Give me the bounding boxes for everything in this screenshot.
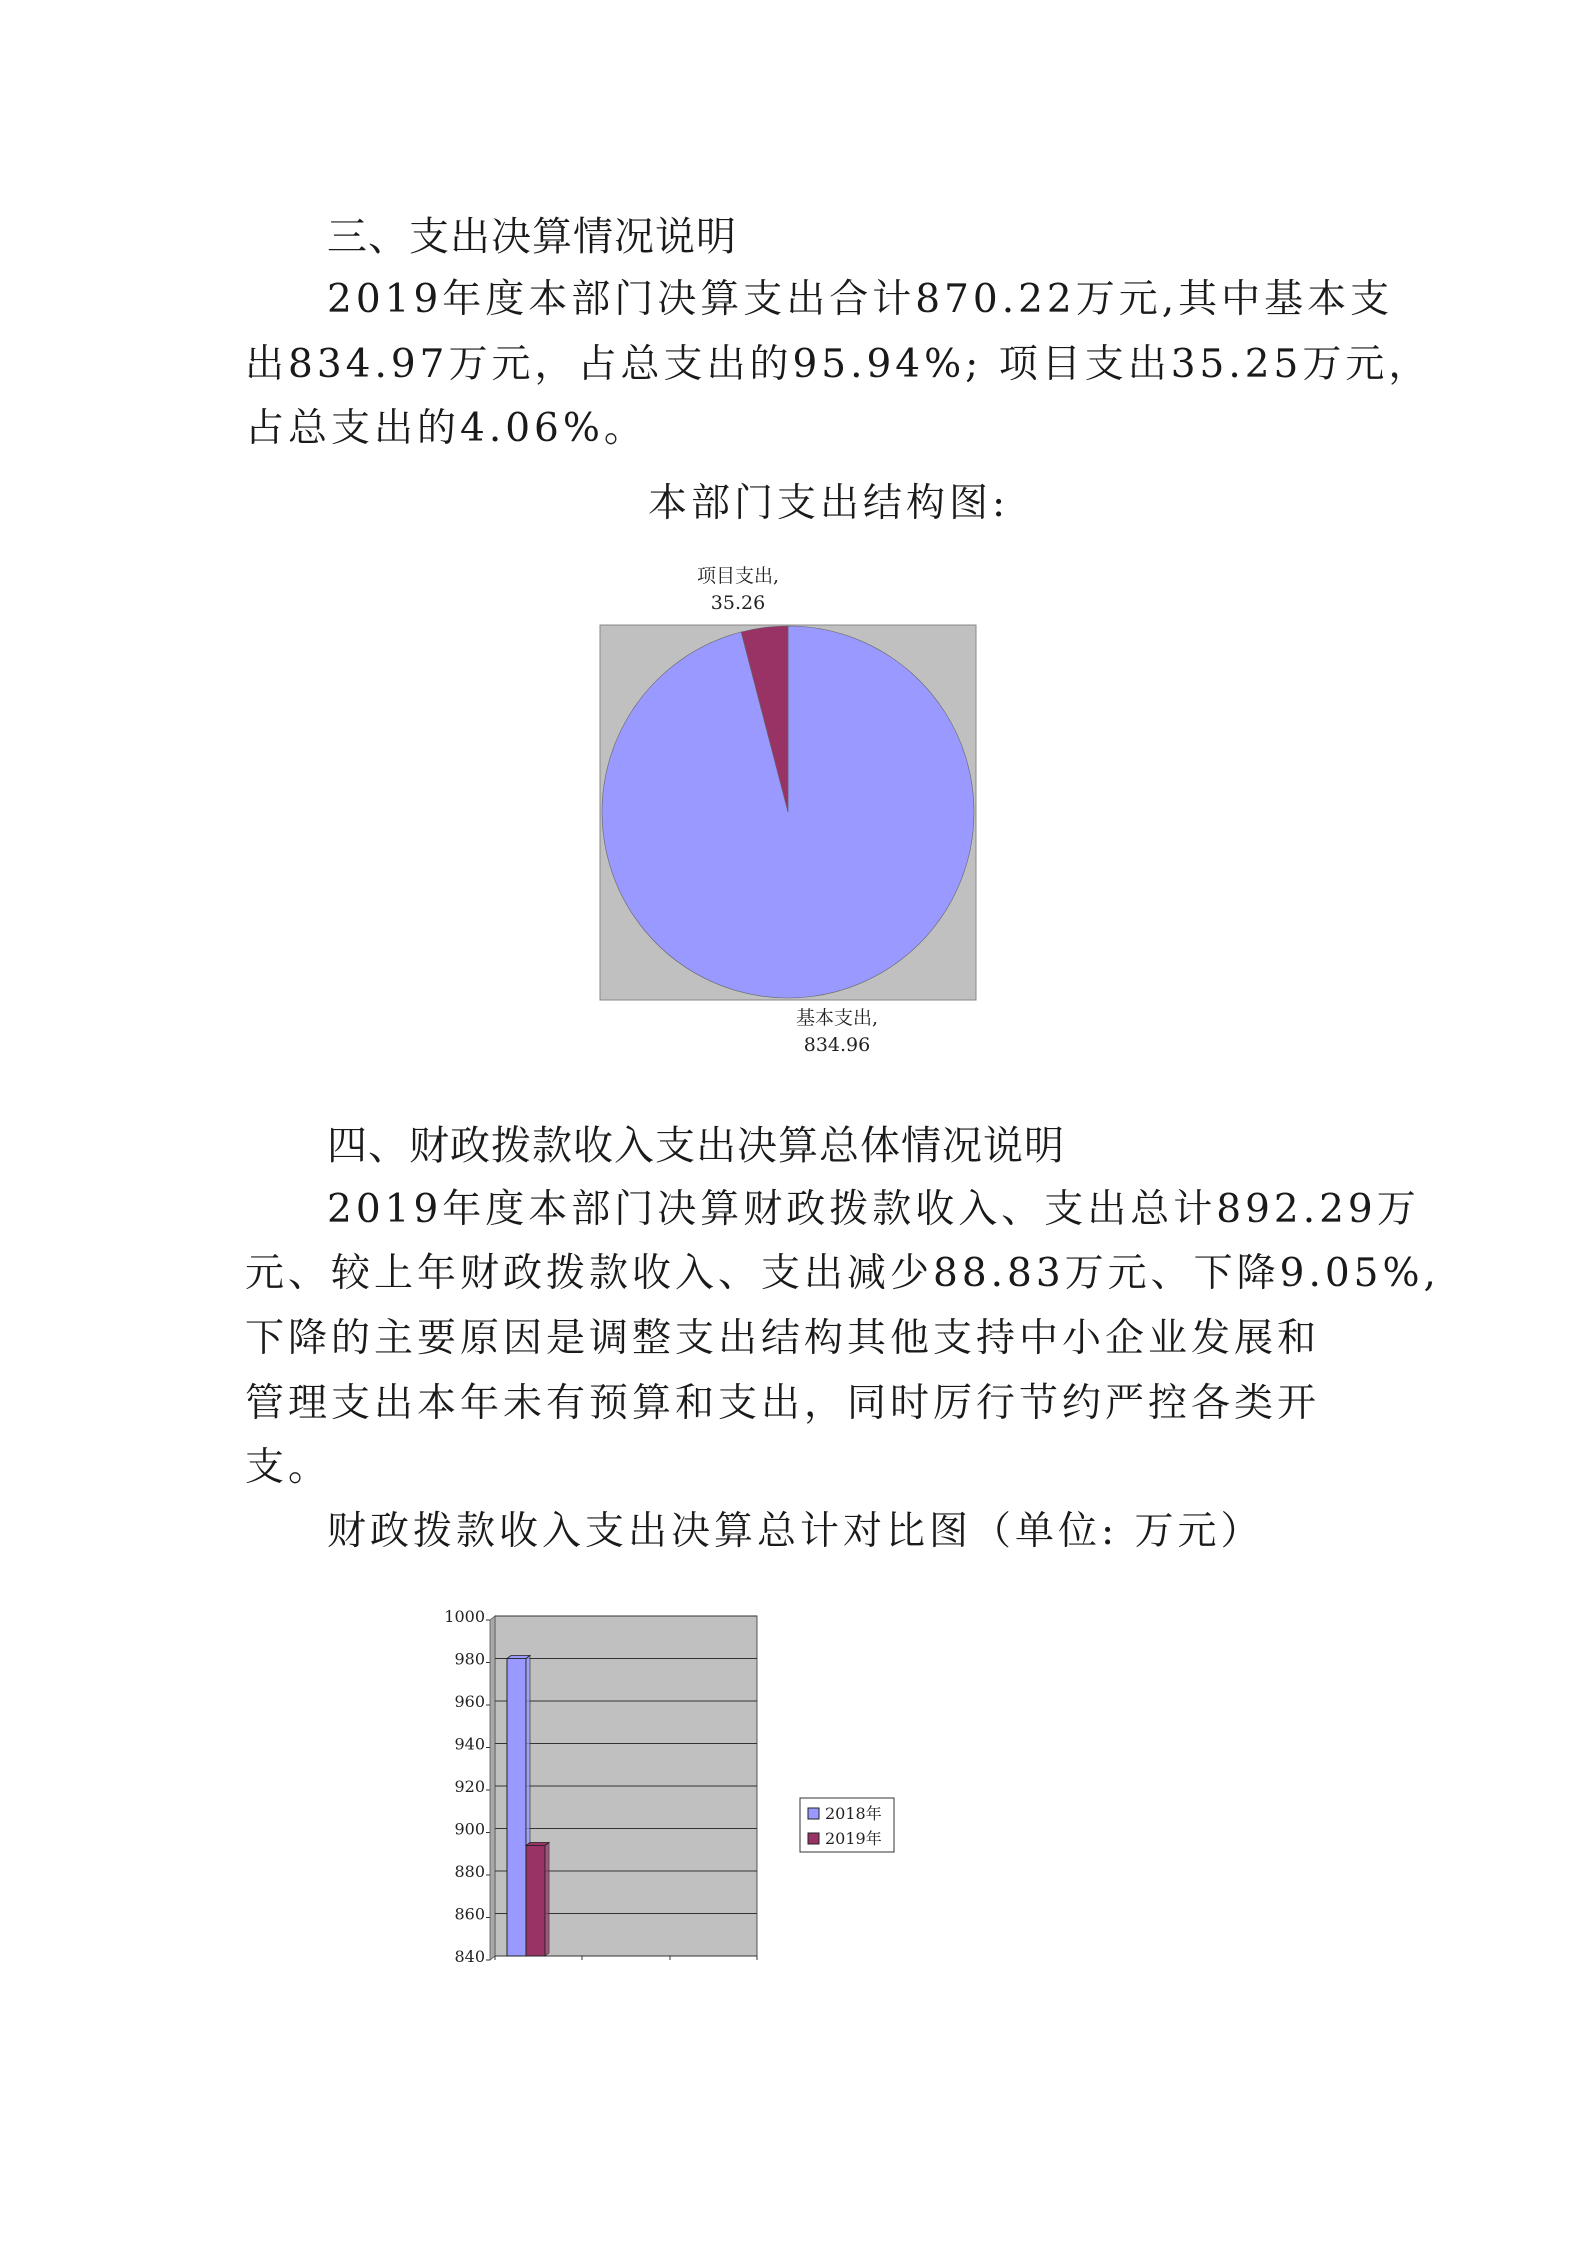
legend-label: 2018年 bbox=[825, 1804, 882, 1823]
y-tick-label: 940 bbox=[454, 1734, 485, 1754]
paragraph-line: 2019年度本部门决算财政拨款收入、支出总计892.29万 bbox=[327, 1187, 1420, 1232]
y-tick-label: 960 bbox=[454, 1692, 485, 1711]
slice-label-name: 基本支出, bbox=[795, 1007, 879, 1029]
bar-2018年 bbox=[507, 1659, 526, 1957]
bar-side-2019年 bbox=[545, 1843, 549, 1957]
slice-label-value: 834.96 bbox=[803, 1034, 871, 1056]
y-tick-label: 900 bbox=[454, 1819, 485, 1839]
chart-caption: 本部门支出结构图: bbox=[648, 481, 1010, 526]
paragraph-line: 支。 bbox=[245, 1445, 332, 1490]
legend-swatch bbox=[808, 1833, 819, 1844]
y-tick-label: 920 bbox=[454, 1777, 485, 1796]
bar-side-wall bbox=[490, 1616, 495, 1960]
y-tick-label: 840 bbox=[454, 1947, 485, 1966]
bar-top-2019年 bbox=[526, 1843, 549, 1846]
chart-caption: 财政拨款收入支出决算总计对比图（单位: 万元） bbox=[327, 1509, 1264, 1554]
paragraph-line: 元、较上年财政拨款收入、支出减少88.83万元、下降9.05%, bbox=[245, 1251, 1440, 1296]
pie-chart bbox=[0, 555, 1587, 1075]
y-tick-label: 860 bbox=[454, 1904, 485, 1924]
bar-chart bbox=[0, 1580, 1587, 1980]
paragraph-line: 出834.97万元，占总支出的95.94%; 项目支出35.25万元， bbox=[245, 342, 1432, 387]
slice-label-name: 项目支出, bbox=[696, 565, 780, 587]
section-heading: 三、支出决算情况说明 bbox=[327, 214, 737, 260]
section-heading: 四、财政拨款收入支出决算总体情况说明 bbox=[327, 1123, 1065, 1169]
y-tick-label: 1000 bbox=[444, 1607, 485, 1626]
y-tick-label: 980 bbox=[454, 1649, 485, 1669]
y-tick-label: 880 bbox=[454, 1862, 485, 1881]
paragraph-line: 占总支出的4.06%。 bbox=[245, 406, 647, 451]
bar-top-2018年 bbox=[507, 1656, 530, 1659]
paragraph-line: 2019年度本部门决算支出合计870.22万元,其中基本支 bbox=[327, 277, 1394, 322]
slice-label-value: 35.26 bbox=[710, 592, 766, 614]
paragraph-line: 管理支出本年未有预算和支出，同时厉行节约严控各类开 bbox=[245, 1381, 1321, 1426]
legend-swatch bbox=[808, 1808, 819, 1819]
paragraph-line: 下降的主要原因是调整支出结构其他支持中小企业发展和 bbox=[245, 1316, 1321, 1361]
bar-2019年 bbox=[526, 1846, 545, 1957]
legend-label: 2019年 bbox=[825, 1829, 882, 1848]
